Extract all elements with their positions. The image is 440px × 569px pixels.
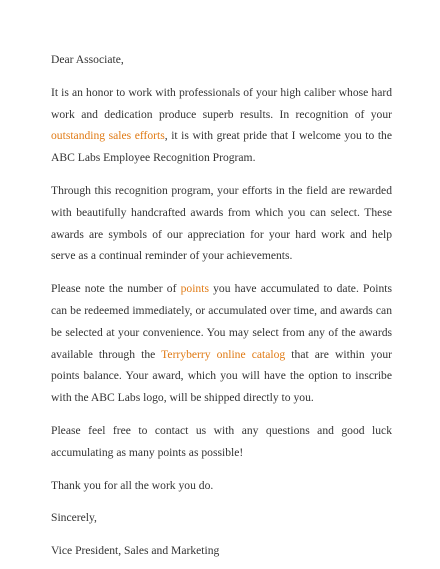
closing: Sincerely, xyxy=(51,511,97,525)
paragraph-intro-text-a: It is an honor to work with professionals of your high caliber whose hard work and dedication produce superb results. In recognition of your xyxy=(51,85,392,121)
paragraph-thanks: Thank you for all the work you do. xyxy=(51,478,214,492)
paragraph-points-text-c: that are within your points balance. Your award, which you will have the option to inscribe with the ABC Labs logo, will be shipped directly to you. xyxy=(51,347,393,405)
paragraph-intro-text-b: , it is with great pride that I welcome you to the ABC Labs Employee Recognition Program. xyxy=(51,129,392,165)
paragraph-points xyxy=(51,278,392,409)
signature: Vice President, Sales and Marketing xyxy=(51,544,220,558)
paragraph-contact: Please feel free to contact us with any questions and good luck accumulating as many points as possible! xyxy=(51,423,392,459)
points-link[interactable]: points xyxy=(180,282,209,296)
paragraph-points-text-b: you have accumulated to date. Points can be redeemed immediately, or accumulated over time, and awards can be selected at your convenience. You may select from any of the awards available through the xyxy=(51,282,392,361)
paragraph-program: Through this recognition program, your efforts in the field are rewarded with beautifully handcrafted awards from which you can select. These awards are symbols of our appreciation for your hard work and help serve as a continual reminder of your achievements. xyxy=(51,183,392,263)
salutation: Dear Associate, xyxy=(51,53,124,66)
paragraph-intro xyxy=(51,82,392,169)
terryberry-catalog-link[interactable]: Terryberry online catalog xyxy=(161,347,286,361)
paragraph-points-text-a: Please note the number of xyxy=(51,282,181,296)
outstanding-sales-efforts-link[interactable]: outstanding sales efforts xyxy=(51,129,165,143)
